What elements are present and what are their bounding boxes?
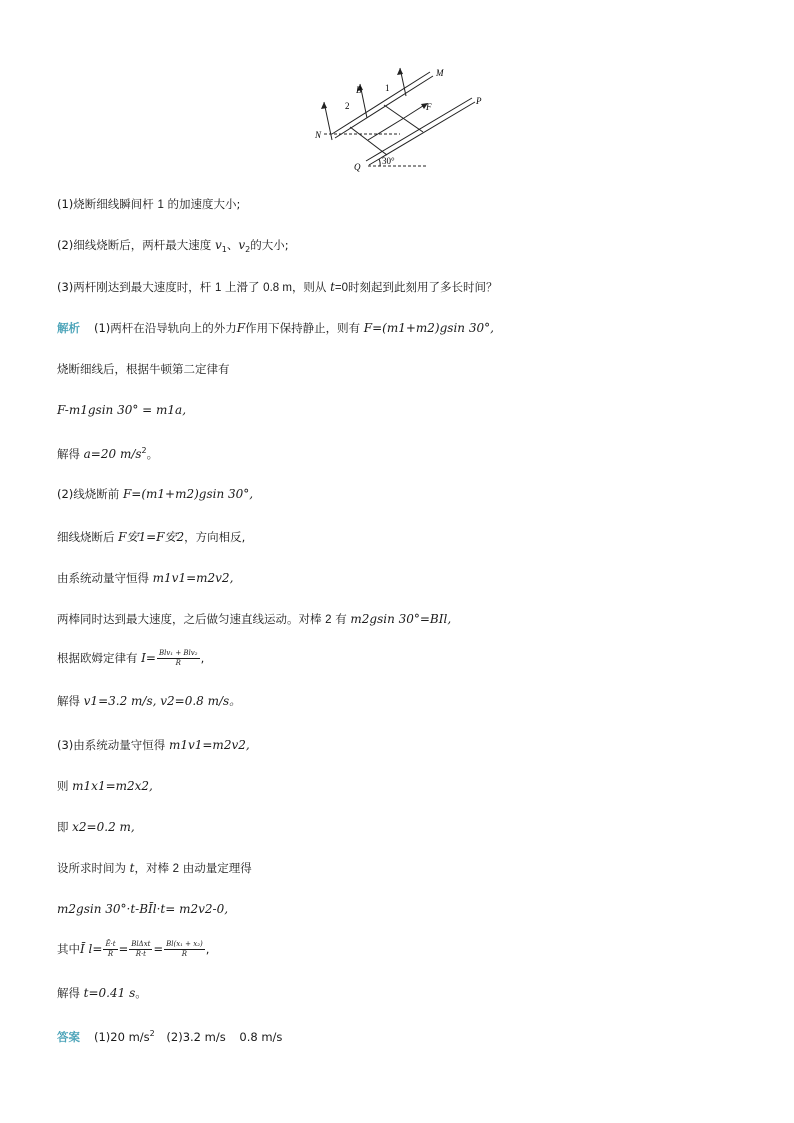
solution-l16-eq2: = [118,942,129,956]
solution-l1-eq: F=(m1+m2)gsin 30°, [363,321,494,335]
fraction-3-numerator: Bl(x₁ + x₂) [166,940,203,948]
solution-line-1 [57,320,494,336]
label-n: N [315,130,322,140]
solution-l17-eq: t=0.41 s [83,986,136,1000]
solution-l9-pre: 根据欧姆定律有 [57,651,138,665]
solution-line-9 [57,649,204,668]
solution-line-17 [57,985,147,1001]
solution-l1-f: F [236,321,246,335]
solution-l6-post: ，方向相反, [184,530,246,544]
solution-l5-pre: 线烧断前 [73,487,120,501]
solution-line-2: 烧断细线后，根据牛顿第二定律有 [57,362,230,376]
answer-1-exp: 2 [149,1029,155,1038]
question-3 [57,279,498,296]
solution-line-15: m2gsin 30°·t-BĪl·t= m2v2-0, [57,902,229,916]
question-3-mid: 上滑了 [225,280,260,294]
solution-part-1-number: (1) [94,321,111,335]
question-3-distance: 0.8 m [263,282,292,294]
question-3-mid2: ，则从 [291,280,327,294]
question-2-number: (2) [57,238,74,252]
question-2-v2: v [238,238,246,252]
b-arrowhead-left [321,102,327,109]
solution-l8-mid: 有 [335,612,347,626]
solution-line-8 [57,611,451,628]
solution-l17-post: 。 [135,986,147,1000]
solution-l14-post: 由动量定理得 [182,861,252,875]
solution-l12-pre: 则 [57,779,69,793]
solution-l7-pre: 由系统动量守恒得 [57,571,149,585]
label-angle: 30° [382,156,395,166]
solution-part-2-number: (2) [57,487,74,501]
solution-line-3: F-m1gsin 30° = m1a, [57,403,187,417]
answer-line [57,1026,282,1045]
solution-l4-post: 。 [146,447,159,461]
solution-l14-t: t [129,861,135,875]
question-2 [57,237,289,258]
question-2-v1-sub: 1 [221,245,227,254]
question-3-rod: 1 [214,282,222,294]
solution-l11-eq: m1v1=m2v2, [168,738,250,752]
solution-l5-eq: F=(m1+m2)gsin 30°, [122,487,254,501]
answer-2-v2: 0.8 m/s [239,1030,283,1044]
solution-l16-eq: Ī l= [80,942,103,956]
fraction-2 [129,940,152,959]
solution-line-7 [57,570,233,586]
question-2-sep: 、 [226,238,239,252]
solution-l12-eq: m1x1=m2x2, [72,779,153,793]
solution-l11-pre: 由系统动量守恒得 [73,738,166,752]
fraction-1-denominator: R [107,950,114,958]
thread [368,118,404,140]
solution-l8-pre: 两棒同时达到最大速度，之后做匀速直线运动。对棒 [57,612,322,626]
solution-l9-post: , [200,651,205,665]
solution-l8-eq: m2gsin 30°=BIl, [350,612,452,626]
question-1-text: 烧断细线瞬间杆 [73,197,154,211]
solution-l16-post: , [205,942,210,956]
solution-l4-value: a=20 m/s [83,447,142,461]
solution-l4-pre: 解得 [57,447,80,461]
solution-line-11 [57,737,250,753]
solution-l9-eq: I= [141,651,156,665]
solution-l13-eq: x2=0.2 m, [72,820,135,834]
question-1-post: 的加速度大小; [167,197,241,211]
question-2-v1: v [214,238,222,252]
question-3-eq: =0 [334,282,349,294]
label-rod-2: 2 [345,101,350,111]
solution-line-12 [57,778,153,794]
question-3-t: t [330,280,335,294]
solution-line-14 [57,860,252,877]
answer-2-v1: (2)3.2 m/s [166,1030,226,1044]
rails-diagram [310,60,490,180]
fraction-3-denominator: R [181,950,188,958]
ohm-fraction [157,649,200,668]
solution-l1-text: 两杆在沿导轨向上的外力 [110,321,237,335]
solution-line-6 [57,529,245,545]
fraction-2-denominator: R·t [135,950,146,958]
solution-l14-mid: ，对棒 [134,861,169,875]
solution-line-5 [57,486,253,502]
fraction-2-numerator: BlΔxt [131,940,151,948]
solution-l4-exp: 2 [141,446,147,455]
question-1 [57,196,240,213]
question-3-number: (3) [57,280,74,294]
question-3-post: 时刻起到此刻用了多长时间？ [348,280,498,294]
fraction-3 [164,940,205,959]
solution-l10-pre: 解得 [57,694,80,708]
question-2-post: 的大小; [250,238,289,252]
answer-tag: 答案 [57,1030,80,1044]
solution-line-13 [57,819,135,835]
solution-l14-rod: 2 [172,863,180,875]
b-arrowhead-right [397,68,403,75]
question-1-number: (1) [57,197,74,211]
ohm-fraction-denominator: R [175,659,181,667]
label-b: B [356,85,362,95]
solution-l16-pre: 其中 [57,942,80,956]
solution-l14-pre: 设所求时间为 [57,861,126,875]
label-q: Q [354,162,361,172]
question-3-text: 两杆刚达到最大速度时，杆 [73,280,212,294]
fraction-1 [103,940,117,959]
solution-line-10 [57,693,241,709]
solution-l10-eq: v1=3.2 m/s, v2=0.8 m/s。 [83,694,242,708]
solution-tag: 解析 [57,321,80,335]
solution-l6-pre: 细线烧断后 [57,530,115,544]
solution-l13-pre: 即 [57,820,69,834]
label-m: M [436,68,444,78]
label-p: P [476,96,482,106]
solution-l16-eq3: = [153,942,164,956]
fraction-1-numerator: Ē·t [105,940,116,948]
solution-l8-rod: 2 [325,614,332,626]
answer-1: (1)20 m/s [94,1030,150,1044]
label-rod-1: 1 [385,83,390,93]
solution-line-4 [57,443,158,462]
label-f: F [426,102,432,112]
question-1-rod: 1 [157,199,164,211]
solution-l17-pre: 解得 [57,986,80,1000]
question-2-v2-sub: 2 [245,245,251,254]
solution-l1-text2: 作用下保持静止，则有 [245,321,361,335]
incline-rails-figure [310,60,490,180]
solution-line-16 [57,940,209,959]
question-2-text: 细线烧断后，两杆最大速度 [73,238,212,252]
angle-arc [379,159,380,166]
solution-l7-eq: m1v1=m2v2, [152,571,234,585]
solution-l6-eq: F安1=F安2 [118,530,185,544]
ohm-fraction-numerator: Blv₁ + Blv₂ [158,649,198,657]
solution-part-3-number: (3) [57,738,74,752]
